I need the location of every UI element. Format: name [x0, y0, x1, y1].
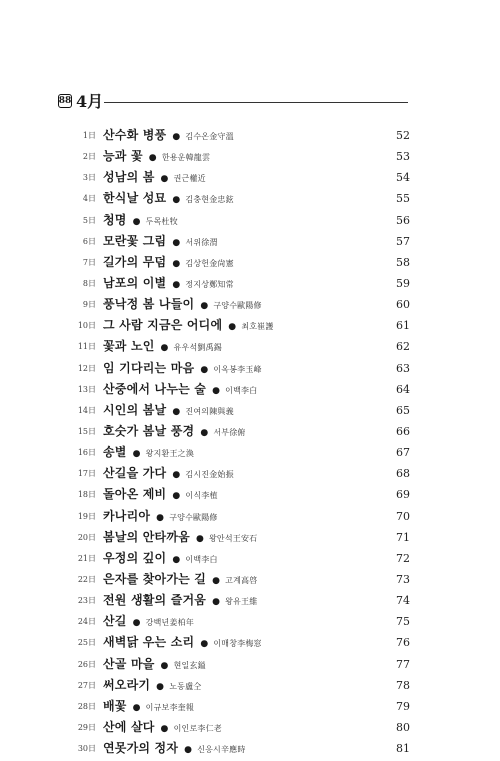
- entry-author: 이백李白: [185, 554, 218, 564]
- page-number: 54: [396, 171, 410, 185]
- page-number: 67: [396, 446, 410, 460]
- entry-author: 정지상鄭知常: [185, 279, 234, 289]
- toc-row: [70, 167, 410, 188]
- day-label: 17日: [77, 469, 96, 479]
- entry-title: 꽃과 노인: [103, 339, 155, 354]
- page-number: 73: [396, 572, 410, 586]
- entry-title: 연못가의 정자: [103, 741, 179, 756]
- entry-title: 전원 생활의 즐거움: [103, 593, 207, 608]
- entry-author: 이백李白: [225, 385, 258, 395]
- day-label: 20日: [77, 532, 96, 542]
- toc-row: [70, 611, 410, 632]
- entry-title: 돌아온 제비: [103, 487, 167, 502]
- day-label: 25日: [77, 638, 96, 648]
- bullet-icon: ●: [132, 618, 141, 629]
- page-title: 4月: [76, 92, 104, 111]
- page-number: 58: [396, 255, 410, 269]
- bullet-icon: ●: [132, 702, 141, 713]
- entry-title: 산길을 가다: [103, 466, 167, 481]
- page-number: 81: [396, 742, 410, 756]
- toc-row: [70, 569, 410, 590]
- table-of-contents: [70, 125, 410, 759]
- toc-row: [70, 125, 410, 146]
- month-icon: 88: [58, 94, 72, 108]
- day-label: 15日: [77, 426, 96, 436]
- bullet-icon: ●: [172, 554, 181, 565]
- bullet-icon: ●: [172, 237, 181, 248]
- bullet-icon: ●: [195, 533, 204, 544]
- page-number: 74: [396, 594, 410, 608]
- toc-row: [70, 210, 410, 231]
- day-label: 4日: [82, 194, 96, 204]
- entry-title: 은자를 찾아가는 길: [103, 571, 207, 586]
- toc-row: [70, 527, 410, 548]
- day-label: 7日: [82, 257, 96, 267]
- entry-title: 산에 살다: [103, 719, 155, 734]
- page-number: 61: [396, 319, 410, 333]
- page-number: 53: [396, 150, 410, 164]
- toc-row: [70, 442, 410, 463]
- bullet-icon: ●: [172, 195, 181, 206]
- entry-title: 봄날의 안타까움: [103, 529, 190, 544]
- entry-author: 서위徐渭: [185, 237, 218, 247]
- day-label: 30日: [77, 744, 96, 754]
- page-number: 79: [396, 699, 410, 713]
- entry-title: 우정의 깊이: [103, 550, 167, 565]
- entry-title: 산수화 병풍: [103, 128, 167, 142]
- entry-title: 풍낙정 봄 나들이: [103, 297, 195, 312]
- page-number: 63: [396, 361, 410, 375]
- entry-author: 최호崔護: [241, 322, 274, 332]
- entry-title: 새벽닭 우는 소리: [103, 635, 195, 650]
- entry-author: 왕유王維: [225, 597, 258, 607]
- day-label: 29日: [77, 722, 96, 732]
- entry-author: 김수온金守溫: [185, 132, 234, 141]
- bullet-icon: ●: [200, 364, 209, 375]
- entry-author: 두목杜牧: [145, 216, 178, 226]
- toc-row: [70, 717, 410, 738]
- day-label: 5日: [82, 215, 96, 225]
- toc-row: [70, 675, 410, 696]
- bullet-icon: ●: [200, 427, 209, 438]
- page-number: 68: [396, 467, 410, 481]
- toc-row: [70, 632, 410, 653]
- day-label: 28日: [77, 701, 96, 711]
- toc-row: [70, 696, 410, 717]
- bullet-icon: ●: [212, 575, 221, 586]
- entry-author: 이매창李梅窓: [213, 639, 262, 649]
- entry-author: 신응시辛應時: [197, 745, 246, 755]
- toc-row: [70, 421, 410, 442]
- toc-row: [70, 315, 410, 336]
- entry-title: 산중에서 나누는 술: [103, 381, 207, 396]
- toc-row: [70, 336, 410, 357]
- toc-row: [70, 231, 410, 252]
- bullet-icon: ●: [212, 385, 221, 396]
- day-label: 21日: [77, 553, 96, 563]
- bullet-icon: ●: [184, 745, 193, 756]
- day-label: 9日: [82, 300, 96, 310]
- page-number: 62: [396, 340, 410, 354]
- entry-author: 구양수歐陽修: [213, 301, 262, 311]
- bullet-icon: ●: [172, 470, 181, 481]
- entry-author: 왕안석王安石: [209, 533, 258, 543]
- toc-row: [70, 358, 410, 379]
- page-number: 52: [396, 129, 410, 142]
- toc-row: [70, 484, 410, 505]
- page-number: 71: [396, 530, 410, 544]
- day-label: 27日: [77, 680, 96, 690]
- bullet-icon: ●: [160, 660, 169, 671]
- day-label: 23日: [77, 596, 96, 606]
- day-label: 13日: [77, 384, 96, 394]
- entry-author: 진여의陳與義: [185, 406, 234, 416]
- entry-title: 능과 꽃: [103, 149, 143, 164]
- page-number: 66: [396, 424, 410, 438]
- entry-title: 산길: [103, 614, 127, 629]
- toc-row: [70, 548, 410, 569]
- entry-title: 길가의 무덤: [103, 254, 167, 269]
- entry-author: 구양수歐陽修: [169, 512, 218, 522]
- entry-author: 노동盧仝: [169, 681, 202, 691]
- entry-title: 카나리아: [103, 508, 151, 523]
- bullet-icon: ●: [172, 406, 181, 417]
- page-number: 69: [396, 488, 410, 502]
- bullet-icon: ●: [160, 723, 169, 734]
- entry-title: 배꽃: [103, 698, 127, 713]
- day-label: 24日: [77, 617, 96, 627]
- entry-title: 남포의 이별: [103, 275, 167, 290]
- page-number: 72: [396, 551, 410, 565]
- entry-title: 성남의 봄: [103, 170, 155, 185]
- entry-author: 강백년姜柏年: [145, 618, 195, 628]
- page-number: 76: [396, 636, 410, 650]
- entry-title: 시인의 봄날: [103, 402, 167, 417]
- day-label: 8日: [82, 278, 96, 288]
- entry-title: 그 사람 지금은 어디에: [103, 318, 223, 333]
- toc-row: [70, 590, 410, 611]
- entry-author: 김시진金始振: [185, 470, 234, 480]
- bullet-icon: ●: [172, 258, 181, 269]
- entry-author: 김충현金忠鉉: [185, 195, 234, 205]
- entry-author: 고계高啓: [225, 575, 258, 585]
- day-label: 12日: [77, 363, 96, 373]
- toc-row: [70, 654, 410, 675]
- day-label: 6日: [82, 236, 96, 246]
- bullet-icon: ●: [172, 491, 181, 502]
- toc-row: [70, 294, 410, 315]
- day-label: 18日: [77, 490, 96, 500]
- day-label: 26日: [77, 659, 96, 669]
- toc-row: [70, 188, 410, 209]
- entry-author: 권근權近: [173, 174, 206, 184]
- entry-author: 이식李植: [185, 491, 218, 501]
- day-label: 22日: [77, 574, 96, 584]
- page-number: 56: [396, 213, 410, 227]
- entry-author: 이옥봉李玉峰: [213, 364, 262, 374]
- day-label: 19日: [77, 511, 96, 521]
- bullet-icon: ●: [172, 279, 181, 290]
- day-label: 16日: [77, 448, 96, 458]
- bullet-icon: ●: [132, 216, 141, 227]
- page-number: 78: [396, 678, 410, 692]
- page-number: 75: [396, 615, 410, 629]
- header-rule: [104, 102, 408, 103]
- day-label: 1日: [82, 131, 96, 140]
- toc-row: [70, 379, 410, 400]
- bullet-icon: ●: [212, 597, 221, 608]
- toc-row: [70, 252, 410, 273]
- bullet-icon: ●: [172, 132, 181, 142]
- entry-author: 한용운韓龍雲: [161, 153, 211, 163]
- day-label: 10日: [77, 321, 96, 331]
- page-number: 65: [396, 403, 410, 417]
- page-number: 57: [396, 234, 410, 248]
- bullet-icon: ●: [228, 322, 237, 333]
- page-number: 80: [396, 720, 410, 734]
- entry-author: 이규보李奎報: [145, 702, 195, 712]
- bullet-icon: ●: [156, 512, 165, 523]
- day-label: 2日: [82, 152, 96, 162]
- toc-row: [70, 400, 410, 421]
- day-label: 14日: [77, 405, 96, 415]
- bullet-icon: ●: [200, 301, 209, 312]
- entry-author: 왕지환王之渙: [145, 449, 195, 459]
- toc-row: [70, 738, 410, 759]
- bullet-icon: ●: [156, 681, 165, 692]
- page-number: 59: [396, 276, 410, 290]
- entry-title: 임 기다리는 마음: [103, 360, 195, 375]
- page-number: 55: [396, 192, 410, 206]
- entry-author: 현일玄鎰: [173, 660, 206, 670]
- entry-title: 송별: [103, 445, 127, 460]
- day-label: 3日: [82, 173, 96, 183]
- entry-author: 유우석劉禹錫: [173, 343, 222, 353]
- page-number: 60: [396, 298, 410, 312]
- toc-row: [70, 273, 410, 294]
- entry-title: 모란꽃 그림: [103, 233, 167, 248]
- toc-row: [70, 506, 410, 527]
- section-header: [58, 92, 408, 112]
- entry-author: 김상헌金尙憲: [185, 258, 234, 268]
- page-number: 70: [396, 509, 410, 523]
- day-label: 11日: [77, 342, 96, 352]
- entry-title: 한식날 성묘: [103, 191, 167, 206]
- entry-title: 청명: [103, 212, 127, 227]
- bullet-icon: ●: [132, 449, 141, 460]
- entry-title: 호숫가 봄날 풍경: [103, 423, 195, 438]
- page-number: 77: [396, 657, 410, 671]
- entry-title: 써오라기: [103, 677, 151, 692]
- page-number: 64: [396, 382, 410, 396]
- bullet-icon: ●: [160, 343, 169, 354]
- bullet-icon: ●: [200, 639, 209, 650]
- bullet-icon: ●: [148, 153, 157, 164]
- toc-row: [70, 463, 410, 484]
- bullet-icon: ●: [160, 174, 169, 185]
- toc-row: [70, 146, 410, 167]
- entry-author: 서부徐俯: [213, 427, 246, 437]
- entry-author: 이인로李仁老: [173, 723, 222, 733]
- entry-title: 산골 마을: [103, 656, 155, 671]
